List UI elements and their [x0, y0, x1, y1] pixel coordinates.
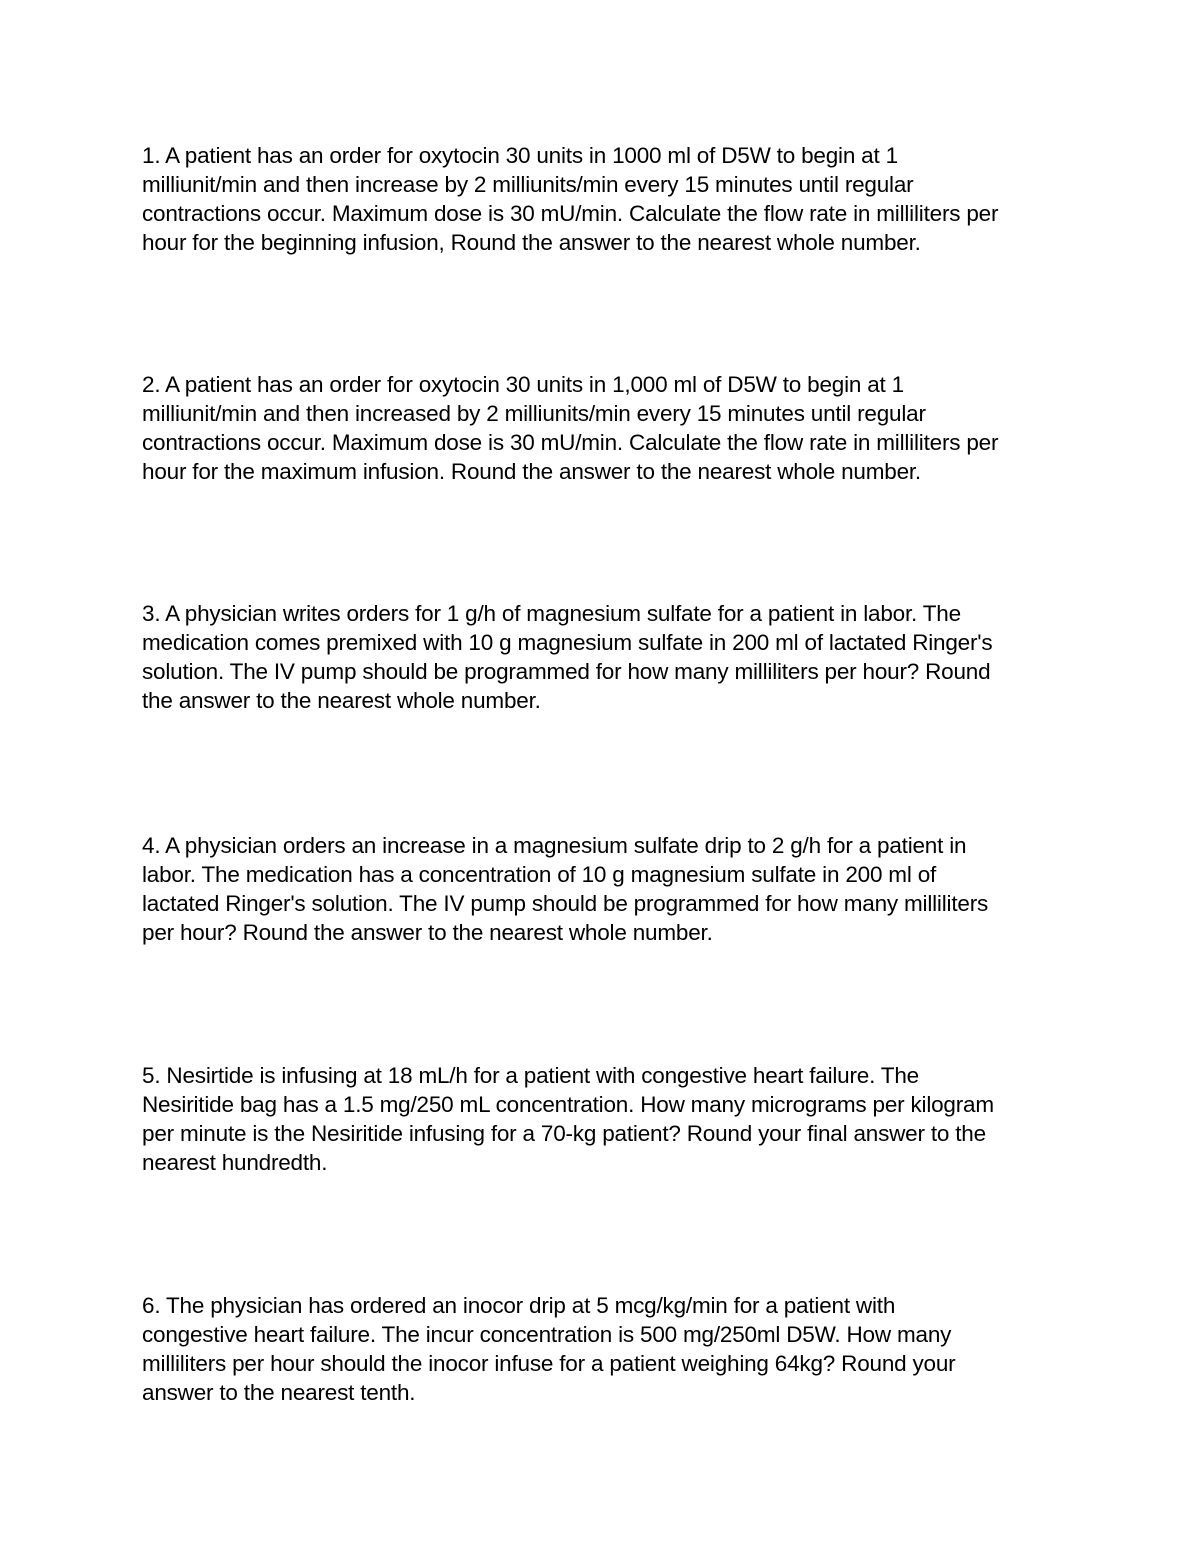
- question-3: [142, 599, 1082, 715]
- question-5-line-3: per minute is the Nesiritide infusing for a 70-kg patient? Round your final answer to the: [142, 1121, 986, 1146]
- question-3-line-3: solution. The IV pump should be programmed for how many milliliters per hour? Round: [142, 659, 991, 684]
- question-3-line-2: medication comes premixed with 10 g magnesium sulfate in 200 ml of lactated Ringer's: [142, 630, 993, 655]
- question-4-line-3: lactated Ringer's solution. The IV pump should be programmed for how many milliliters: [142, 891, 989, 916]
- question-2: [142, 370, 1082, 486]
- question-5: [142, 1061, 1082, 1177]
- question-2-line-1: 2. A patient has an order for oxytocin 30 units in 1,000 ml of D5W to begin at 1: [142, 372, 904, 397]
- question-6-line-2: congestive heart failure. The incur concentration is 500 mg/250ml D5W. How many: [142, 1322, 952, 1347]
- question-2-line-3: contractions occur. Maximum dose is 30 mU/min. Calculate the flow rate in milliliters per: [142, 430, 999, 455]
- question-4: [142, 831, 1082, 947]
- question-6-line-4: answer to the nearest tenth.: [142, 1380, 416, 1405]
- question-3-line-1: 3. A physician writes orders for 1 g/h of magnesium sulfate for a patient in labor. The: [142, 601, 961, 626]
- question-6-line-1: 6. The physician has ordered an inocor drip at 5 mcg/kg/min for a patient with: [142, 1293, 896, 1318]
- question-6: [142, 1291, 1082, 1407]
- question-6-line-3: milliliters per hour should the inocor infuse for a patient weighing 64kg? Round your: [142, 1351, 956, 1376]
- question-1: [142, 141, 1082, 257]
- question-5-line-2: Nesiritide bag has a 1.5 mg/250 mL concentration. How many micrograms per kilogram: [142, 1092, 994, 1117]
- question-2-line-2: milliunit/min and then increased by 2 milliunits/min every 15 minutes until regular: [142, 401, 926, 426]
- question-4-line-1: 4. A physician orders an increase in a magnesium sulfate drip to 2 g/h for a patient in: [142, 833, 967, 858]
- question-1-line-4: hour for the beginning infusion, Round the answer to the nearest whole number.: [142, 230, 921, 255]
- question-2-line-4: hour for the maximum infusion. Round the answer to the nearest whole number.: [142, 459, 921, 484]
- question-5-line-4: nearest hundredth.: [142, 1150, 328, 1175]
- question-5-line-1: 5. Nesirtide is infusing at 18 mL/h for a patient with congestive heart failure. The: [142, 1063, 919, 1088]
- question-4-line-4: per hour? Round the answer to the nearest whole number.: [142, 920, 713, 945]
- question-4-line-2: labor. The medication has a concentration of 10 g magnesium sulfate in 200 ml of: [142, 862, 937, 887]
- question-3-line-4: the answer to the nearest whole number.: [142, 688, 541, 713]
- question-1-line-3: contractions occur. Maximum dose is 30 mU/min. Calculate the flow rate in milliliters per: [142, 201, 999, 226]
- question-1-line-2: milliunit/min and then increase by 2 milliunits/min every 15 minutes until regular: [142, 172, 914, 197]
- question-1-line-1: 1. A patient has an order for oxytocin 30 units in 1000 ml of D5W to begin at 1: [142, 143, 898, 168]
